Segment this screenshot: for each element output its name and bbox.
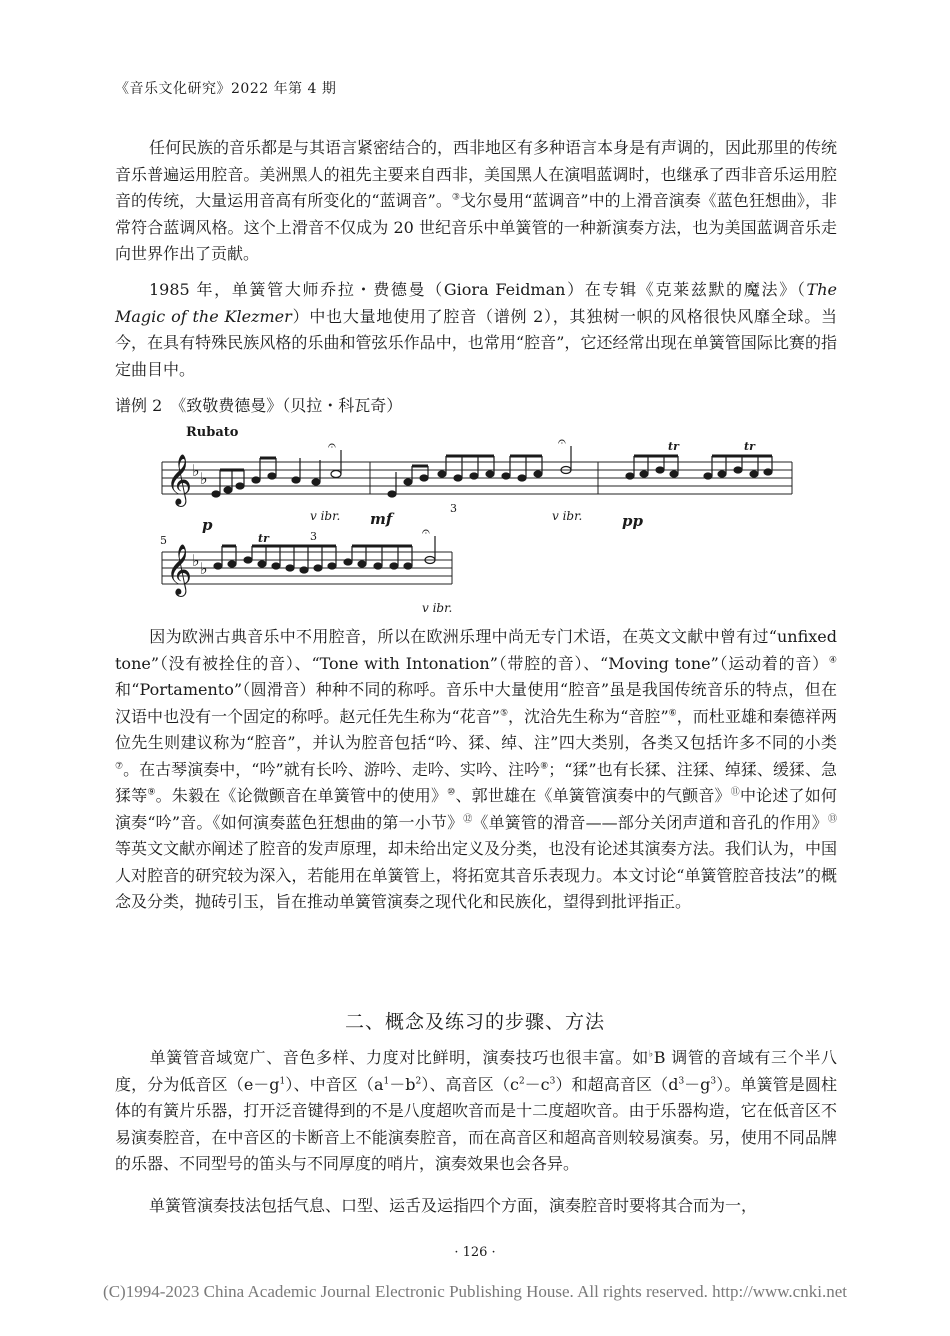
paragraph-text: －b <box>389 1074 416 1094</box>
paragraph-text: －g <box>684 1074 711 1094</box>
flat-sign: ♭ <box>648 1049 654 1060</box>
paragraph-text: ）中也大量地使用了腔音（谱例 2），其独树一帜的风格很快风靡全球。当今，在具有特殊民族风格的乐曲和管弦乐作品中，也常用“腔音”，它还经常出现在单簧管国际比赛的指定曲目中。 <box>115 306 837 379</box>
paragraph-text: 任何民族的音乐都是与其语言紧密结合的，西非地区有多种语言本身是有声调的，因此那里的传统音乐普遍运用腔音。美洲黑人的祖先主要来自西非，美国黑人在演唱蓝调时，也继承了西非音乐运用腔音的传统，大量运用音高有所变化的“蓝调音”。 <box>115 138 838 210</box>
paragraph-text: 戈尔曼用“蓝调音”中的上滑音演奏《蓝色狂想曲》，非常符合蓝调风格。这个上滑音不仅成为 20 世纪音乐中单簧管的一种新演奏方法，也为美国蓝调音乐走向世界作出了贡献。 <box>115 191 837 263</box>
music-score-example-2 <box>160 420 800 620</box>
footnote-ref[interactable]: ⑬ <box>827 814 837 825</box>
treble-clef-icon: 𝄞 <box>166 544 193 595</box>
octave-superscript: 1 <box>279 1076 286 1087</box>
paragraph-text: 、郭世雄在《单簧管演奏中的气颤音》 <box>455 786 731 805</box>
trill-marking: tr <box>668 440 679 453</box>
paragraph-text: 和“Portamento”（圆滑音）种种不同的称呼。音乐中大量使用“腔音”虽是我国传统音乐的特点，但在汉语中也没有一个固定的称呼。赵元任先生称为“花音” <box>115 680 837 726</box>
octave-superscript: 3 <box>710 1076 717 1087</box>
triplet-number: 3 <box>310 530 317 543</box>
treble-clef-icon: 𝄞 <box>166 454 193 505</box>
paragraph-text: 1985 年，单簧管大师乔拉・费德曼（Giora Feidman）在专辑《克莱兹默的魔法》（ <box>149 280 807 299</box>
trill-marking: tr <box>744 440 755 453</box>
album-title-english: The Magic of the Klezmer <box>115 280 837 326</box>
paragraph-text: ）和超高音区（d <box>555 1074 679 1094</box>
footnote-ref[interactable]: ⑫ <box>463 814 473 825</box>
section-heading: 二、概念及练习的步骤、方法 <box>344 1011 605 1033</box>
vibrato-marking: v ibr. <box>552 509 583 523</box>
notes-system-1 <box>212 446 772 497</box>
page-number: · 126 · <box>454 1245 496 1260</box>
paragraph-text: 中论述了如何演奏“吟”音。《如何演奏蓝色狂想曲的第一小节》 <box>115 786 837 832</box>
body-paragraph-3 <box>115 624 837 916</box>
trill-marking: tr <box>258 532 269 545</box>
key-signature-flat-icon: ♭ <box>192 551 200 570</box>
body-paragraph-4 <box>115 1045 837 1178</box>
footnote-ref[interactable]: ⑨ <box>147 787 156 798</box>
body-paragraph-2 <box>115 277 837 383</box>
paragraph-text: 。朱毅在《论微颤音在单簧管中的使用》 <box>155 786 448 805</box>
body-paragraph-1 <box>115 135 837 268</box>
octave-superscript: 3 <box>678 1076 685 1087</box>
fermata-icon: 𝄐 <box>328 438 336 454</box>
dynamic-mf: mf <box>370 510 393 528</box>
paragraph-text: ，而杜亚雄和秦德祥两位先生则建议称为“腔音”，并认为腔音包括“吟、猱、绰、注”四大类别，各类又包括许多不同的小类 <box>115 706 837 752</box>
paragraph-text: ）、高音区（c <box>421 1074 519 1094</box>
footnote-ref[interactable]: ⑤ <box>499 708 509 719</box>
paragraph-text: B 调管的音域有三个半八度，分为低音区（e－g <box>115 1048 837 1094</box>
footnote-ref[interactable]: ⑧ <box>540 761 549 772</box>
octave-superscript: 2 <box>518 1076 525 1087</box>
footnote-ref[interactable]: ⑦ <box>115 761 124 772</box>
footnote-ref[interactable]: ⑩ <box>447 787 456 798</box>
triplet-number: 3 <box>450 502 457 515</box>
notes-system-2 <box>214 536 435 573</box>
music-example-caption: 谱例 2 《致敬费德曼》（贝拉・科瓦奇） <box>115 396 403 415</box>
octave-superscript: 2 <box>415 1076 422 1087</box>
octave-superscript: 1 <box>383 1076 390 1087</box>
dynamic-p: p <box>202 516 213 534</box>
octave-superscript: 3 <box>549 1076 556 1087</box>
fermata-icon: 𝄐 <box>558 434 566 450</box>
paragraph-text: 等英文文献亦阐述了腔音的发声原理，却未给出定义及分类，也没有论述其演奏方法。我们认为，中国人对腔音的研究较为深入，若能用在单簧管上，将拓宽其音乐表现力。本文讨论“单簧管腔音技法”的概念及分类，抛砖引玉，旨在推动单簧管演奏之现代化和民族化，望得到批评指正。 <box>115 839 837 911</box>
fermata-icon: 𝄐 <box>422 524 430 540</box>
paragraph-text: －c <box>524 1074 550 1094</box>
tempo-marking: Rubato <box>186 425 239 440</box>
dynamic-pp: pp <box>622 512 643 530</box>
measure-number: 5 <box>160 534 167 547</box>
copyright-footer: (C)1994-2023 China Academic Journal Electronic Publishing House. All rights reserved. http://www.cnki.net <box>103 1282 847 1301</box>
paragraph-text: 因为欧洲古典音乐中不用腔音，所以在欧洲乐理中尚无专门术语，在英文文献中曾有过“unfixed tone”（没有被拴住的音）、“Tone with Intonation”（带腔的音）、“Moving tone”（运动着的音） <box>115 627 837 673</box>
paragraph-text: 单簧管演奏技法包括气息、口型、运舌及运指四个方面，演奏腔音时要将其合而为一， <box>149 1196 758 1215</box>
footnote-ref[interactable]: ③ <box>451 192 461 203</box>
paragraph-text: ）。单簧管是圆柱体的有簧片乐器，打开泛音键得到的不是八度超吹音而是十二度超吹音。由于乐器构造，它在低音区不易演奏腔音，在中音区的卡断音上不能演奏腔音，而在高音区和超高音则较易演奏。另，使用不同品牌的乐器、不同型号的笛头与不同厚度的哨片，演奏效果也会各异。 <box>115 1074 837 1173</box>
key-signature-flat-icon: ♭ <box>200 559 208 578</box>
paragraph-text: 。在古琴演奏中，“吟”就有长吟、游吟、走吟、实吟、注吟 <box>123 759 541 779</box>
vibrato-marking: v ibr. <box>422 601 453 615</box>
vibrato-marking: v ibr. <box>310 509 341 523</box>
paragraph-text: ，沈洽先生称为“音腔” <box>508 706 669 726</box>
paragraph-text: ；“猱”也有长猱、注猱、绰猱、缓猱、急猱等 <box>115 759 837 805</box>
journal-running-header: 《音乐文化研究》2022 年第 4 期 <box>115 81 337 97</box>
body-paragraph-5 <box>115 1193 837 1220</box>
paragraph-text: 单簧管音域宽广、音色多样、力度对比鲜明，演奏技巧也很丰富。如 <box>149 1048 649 1067</box>
paragraph-text: 《单簧管的滑音——部分关闭声道和音孔的作用》 <box>472 812 828 832</box>
paragraph-text: ）、中音区（a <box>285 1074 384 1094</box>
key-signature-flat-icon: ♭ <box>192 461 200 480</box>
key-signature-flat-icon: ♭ <box>200 469 208 488</box>
footnote-ref[interactable]: ④ <box>828 655 837 666</box>
footnote-ref[interactable]: ⑪ <box>730 787 740 798</box>
footnote-ref[interactable]: ⑥ <box>668 708 677 719</box>
